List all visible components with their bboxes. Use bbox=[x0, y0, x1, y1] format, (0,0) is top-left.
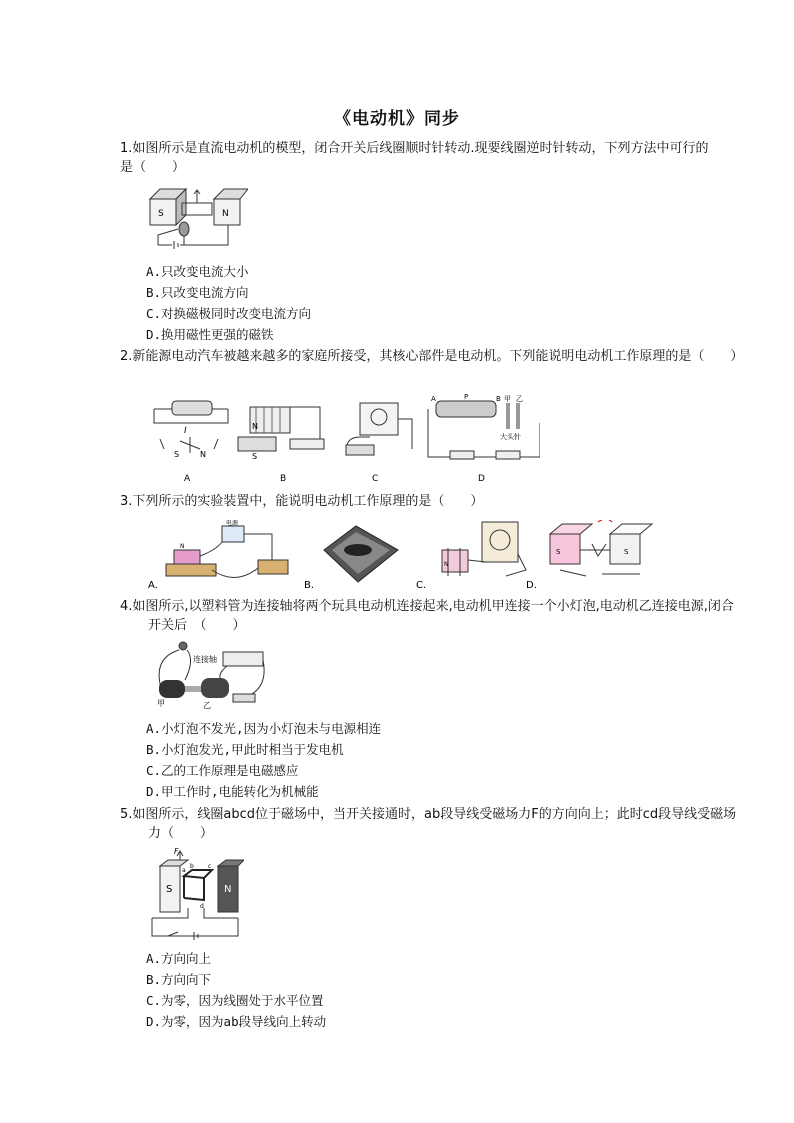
question-4-text: 4.如图所示,以塑料管为连接轴将两个玩具电动机连接起来,电动机甲连接一个小灯泡,电动机乙连接电源,闭合开关后 （ ） bbox=[120, 599, 734, 633]
q5-label-b: b bbox=[190, 863, 194, 870]
q5-label-a: a bbox=[182, 867, 186, 874]
q3d-label-s: S bbox=[624, 548, 629, 556]
q2b-label-n: N bbox=[252, 422, 258, 431]
page-title: 《电动机》同步 bbox=[334, 109, 460, 129]
q2d-label-yi: 乙 bbox=[516, 395, 523, 403]
q1-label-s: S bbox=[158, 209, 164, 219]
question-1-option-d[interactable]: D.换用磁性更强的磁铁 bbox=[146, 327, 274, 342]
q3-label-b: B. bbox=[304, 580, 315, 591]
question-4-figure-motors bbox=[147, 640, 267, 712]
q2d-label-pins: 大头针 bbox=[500, 433, 521, 441]
q3d-label-n: S bbox=[556, 548, 561, 556]
q2a-label-current: I bbox=[184, 426, 187, 436]
question-4-option-a[interactable]: A.小灯泡不发光,因为小灯泡未与电源相连 bbox=[146, 721, 382, 736]
question-5-option-a[interactable]: A.方向向上 bbox=[146, 951, 212, 966]
q2-label-b: B bbox=[280, 474, 287, 483]
question-3-text: 3.下列所示的实验装置中，能说明电动机工作原理的是（ ） bbox=[120, 494, 484, 509]
question-1-option-a[interactable]: A.只改变电流大小 bbox=[146, 264, 249, 279]
q3-label-c: C. bbox=[416, 580, 427, 591]
q2d-label-p: P bbox=[464, 393, 469, 401]
q2a-label-n: N bbox=[200, 450, 206, 459]
q2-label-a: A bbox=[184, 474, 191, 483]
q3a-label-power: 电源 bbox=[226, 520, 239, 527]
q4-label-yi: 乙 bbox=[203, 701, 211, 710]
q3-label-d: D. bbox=[526, 580, 537, 591]
question-4-option-d[interactable]: D.甲工作时,电能转化为机械能 bbox=[146, 784, 319, 799]
question-1-figure-motor bbox=[148, 183, 248, 255]
question-3-figure-experiments bbox=[146, 520, 656, 592]
q4-label-axle: 连接轴 bbox=[193, 655, 217, 664]
question-4-option-b[interactable]: B.小灯泡发光,甲此时相当于发电机 bbox=[146, 742, 344, 757]
q4-label-jia: 甲 bbox=[157, 699, 165, 708]
q3a-label-n: N bbox=[180, 543, 185, 550]
question-1-option-c[interactable]: C.对换磁极同时改变电流方向 bbox=[146, 306, 312, 321]
q5-label-f: F bbox=[174, 848, 179, 856]
question-5-text: 5.如图所示，线圈abcd位于磁场中，当开关接通时，ab段导线受磁场力F的方向向上；此时cd段导线受磁场力（ ） bbox=[120, 807, 737, 841]
q2d-label-jia: 甲 bbox=[504, 395, 511, 403]
question-2-text: 2.新能源电动汽车被越来越多的家庭所接受，其核心部件是电动机。下列能说明电动机工作原理的是（ ） bbox=[120, 349, 744, 364]
q5-label-d: d bbox=[200, 903, 204, 910]
question-5-figure-coil bbox=[148, 848, 244, 942]
question-4-option-c[interactable]: C.乙的工作原理是电磁感应 bbox=[146, 763, 299, 778]
q2a-label-s: S bbox=[174, 450, 180, 459]
question-1-option-b[interactable]: B.只改变电流方向 bbox=[146, 285, 249, 300]
question-2-figure-experiments bbox=[150, 393, 540, 483]
q5-label-c: c bbox=[208, 863, 212, 870]
question-5-option-d[interactable]: D.为零，因为ab段导线向上转动 bbox=[146, 1014, 327, 1029]
q2d-label-a: A bbox=[431, 395, 436, 403]
q2d-label-b: B bbox=[496, 395, 501, 403]
q5-label-s: S bbox=[166, 884, 173, 895]
question-1-text: 1.如图所示是直流电动机的模型，闭合开关后线圈顺时针转动.现要线圈逆时针转动，下列方法中可行的是（ ） bbox=[120, 141, 709, 175]
q3c-label-n: N bbox=[444, 561, 449, 568]
question-5-option-b[interactable]: B.方向向下 bbox=[146, 972, 212, 987]
question-5-option-c[interactable]: C.为零，因为线圈处于水平位置 bbox=[146, 993, 324, 1008]
q2-label-c: C bbox=[372, 474, 379, 483]
q1-label-n: N bbox=[222, 209, 229, 219]
q2b-label-s: S bbox=[252, 452, 258, 461]
q2-label-d: D bbox=[478, 474, 485, 483]
q5-label-n: N bbox=[224, 884, 232, 895]
q3-label-a: A. bbox=[148, 580, 158, 591]
